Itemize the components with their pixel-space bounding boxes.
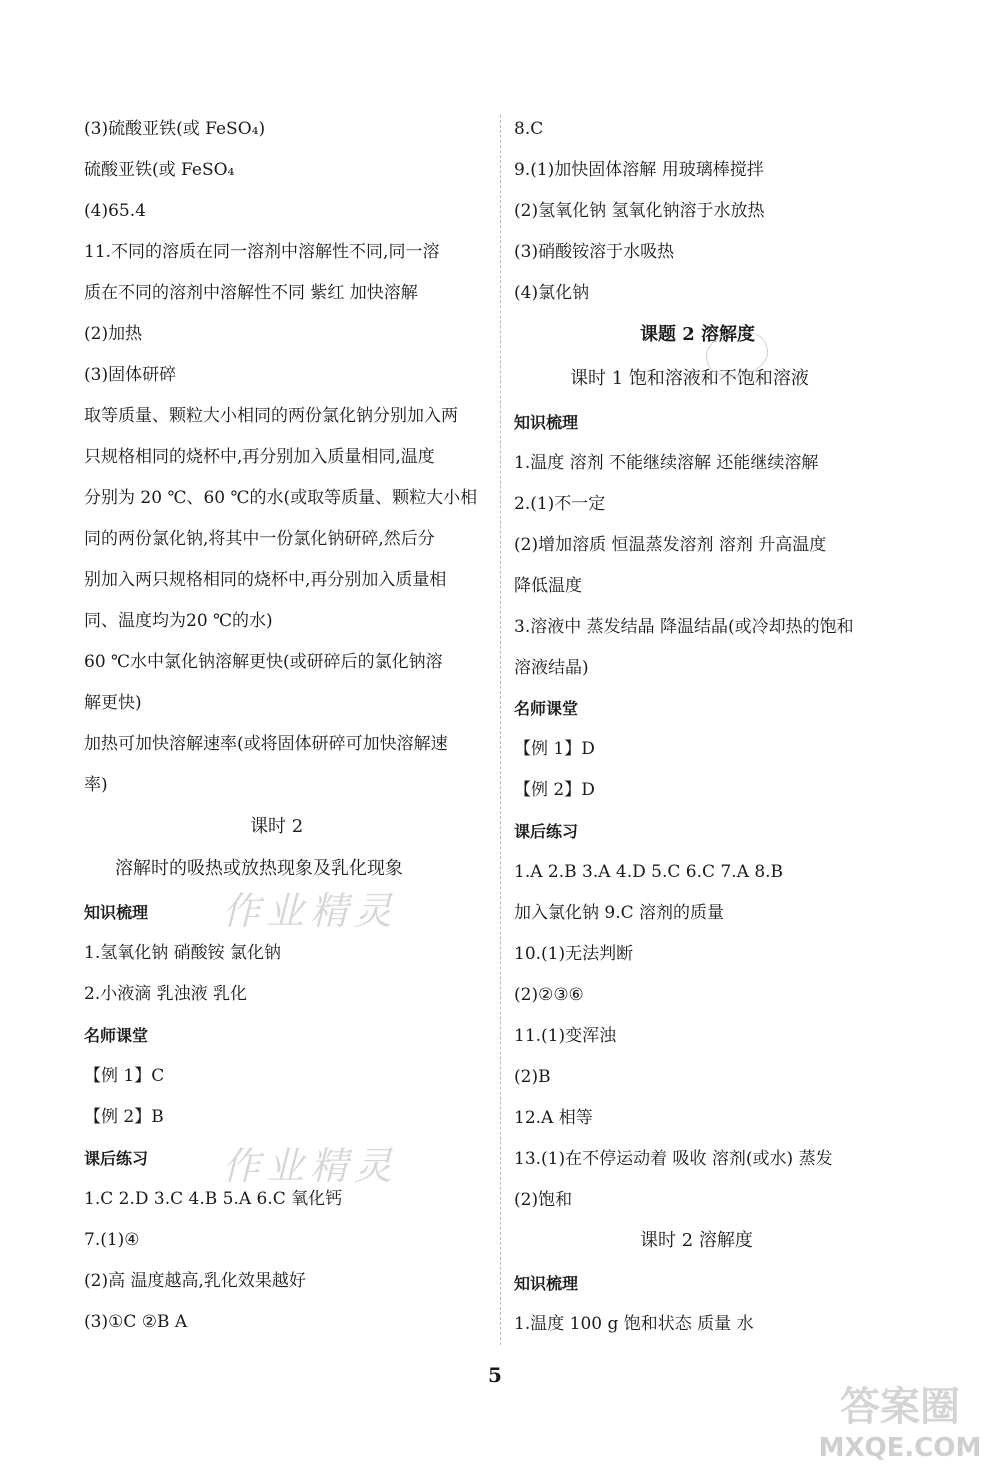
answer-line: 加热可加快溶解速率(或将固体研碎可加快溶解速 — [84, 734, 448, 754]
answer-line: 别加入两只规格相同的烧杯中,再分别加入质量相 — [84, 570, 447, 590]
practice-line: (2)B — [514, 1067, 551, 1087]
heading-knowledge: 知识梳理 — [84, 903, 149, 922]
watermark-text: 作业精灵 — [222, 1144, 399, 1188]
knowledge-line: 1.温度 100 g 饱和状态 质量 水 — [514, 1314, 754, 1334]
practice-line: (2)高 温度越高,乳化效果越好 — [84, 1271, 306, 1291]
answer-line: 硫酸亚铁(或 FeSO₄ — [84, 160, 235, 180]
heading-practice: 课后练习 — [514, 822, 579, 841]
answer-line: 同的两份氯化钠,将其中一份氯化钠研碎,然后分 — [84, 529, 435, 549]
practice-line: (2)饱和 — [514, 1190, 573, 1210]
practice-line: (3)①C ②B A — [84, 1312, 188, 1332]
heading-teacher: 名师课堂 — [84, 1026, 149, 1045]
knowledge-line: 降低温度 — [514, 576, 582, 596]
heading-knowledge: 知识梳理 — [514, 413, 579, 432]
answer-line: 只规格相同的烧杯中,再分别加入质量相同,温度 — [84, 447, 435, 467]
heading-knowledge: 知识梳理 — [514, 1274, 579, 1293]
practice-line: 7.(1)④ — [84, 1230, 140, 1250]
answer-line: 解更快) — [84, 693, 142, 713]
answer-line: 分别为 20 ℃、60 ℃的水(或取等质量、颗粒大小相 — [84, 488, 478, 508]
answer-line: 11.不同的溶质在同一溶剂中溶解性不同,同一溶 — [84, 242, 440, 262]
practice-line: 加入氯化钠 9.C 溶剂的质量 — [514, 903, 725, 923]
knowledge-line: 1.温度 溶剂 不能继续溶解 还能继续溶解 — [514, 453, 819, 473]
knowledge-line: 2.小液滴 乳浊液 乳化 — [84, 984, 248, 1004]
knowledge-line: 溶液结晶) — [514, 658, 589, 678]
heading-practice: 课后练习 — [84, 1149, 149, 1168]
column-divider — [500, 115, 501, 1345]
answer-line: (3)固体研碎 — [84, 365, 177, 385]
answer-line: 同、温度均为20 ℃的水) — [84, 611, 273, 631]
example-line: 【例 2】B — [84, 1107, 164, 1127]
knowledge-line: 3.溶液中 蒸发结晶 降温结晶(或冷却热的饱和 — [514, 617, 854, 637]
answer-line: 60 ℃水中氯化钠溶解更快(或研碎后的氯化钠溶 — [84, 652, 443, 672]
heading-teacher: 名师课堂 — [514, 699, 579, 718]
answer-line: (4)氯化钠 — [514, 283, 590, 303]
watermark-logo-icon — [808, 1370, 988, 1465]
practice-line: 1.A 2.B 3.A 4.D 5.C 6.C 7.A 8.B — [514, 862, 784, 882]
example-line: 【例 1】D — [514, 739, 595, 759]
answer-line: 8.C — [514, 119, 544, 139]
knowledge-line: 2.(1)不一定 — [514, 494, 606, 514]
logo-url: MXQE.COM — [818, 1433, 982, 1463]
practice-line: 13.(1)在不停运动着 吸收 溶剂(或水) 蒸发 — [514, 1149, 833, 1169]
page-number: 5 — [488, 1363, 502, 1387]
answer-line: 取等质量、颗粒大小相同的两份氯化钠分别加入两 — [84, 406, 458, 426]
practice-line: 11.(1)变浑浊 — [514, 1026, 617, 1046]
practice-line: 12.A 相等 — [514, 1108, 593, 1128]
knowledge-line: 1.氢氧化钠 硝酸铵 氯化钠 — [84, 943, 282, 963]
lesson-title: 课时 1 饱和溶液和不饱和溶液 — [570, 368, 809, 389]
answer-line: (2)氢氧化钠 氢氧化钠溶于水放热 — [514, 201, 765, 221]
answer-line: 9.(1)加快固体溶解 用玻璃棒搅拌 — [514, 160, 764, 180]
example-line: 【例 1】C — [84, 1066, 165, 1086]
section-title: 课时 2 — [250, 816, 304, 837]
answer-line: (3)硝酸铵溶于水吸热 — [514, 242, 675, 262]
practice-line: 1.C 2.D 3.C 4.B 5.A 6.C 氧化钙 — [84, 1189, 343, 1209]
watermark-text: 作业精灵 — [222, 889, 399, 933]
answer-line: (3)硫酸亚铁(或 FeSO₄) — [84, 119, 266, 139]
practice-line: (2)②③⑥ — [514, 985, 584, 1005]
example-line: 【例 2】D — [514, 780, 595, 800]
answer-line: (2)加热 — [84, 324, 143, 344]
section-subtitle: 溶解时的吸热或放热现象及乳化现象 — [115, 858, 403, 879]
answer-line: 率) — [84, 775, 108, 795]
topic-title: 课题 2 溶解度 — [640, 324, 756, 345]
answer-line: 质在不同的溶剂中溶解性不同 紫红 加快溶解 — [84, 283, 418, 303]
answer-line: (4)65.4 — [84, 201, 146, 221]
lesson-title: 课时 2 溶解度 — [640, 1230, 753, 1251]
knowledge-line: (2)增加溶质 恒温蒸发溶剂 溶剂 升高温度 — [514, 535, 827, 555]
logo-text: 答案圈 — [840, 1384, 960, 1430]
practice-line: 10.(1)无法判断 — [514, 944, 634, 964]
